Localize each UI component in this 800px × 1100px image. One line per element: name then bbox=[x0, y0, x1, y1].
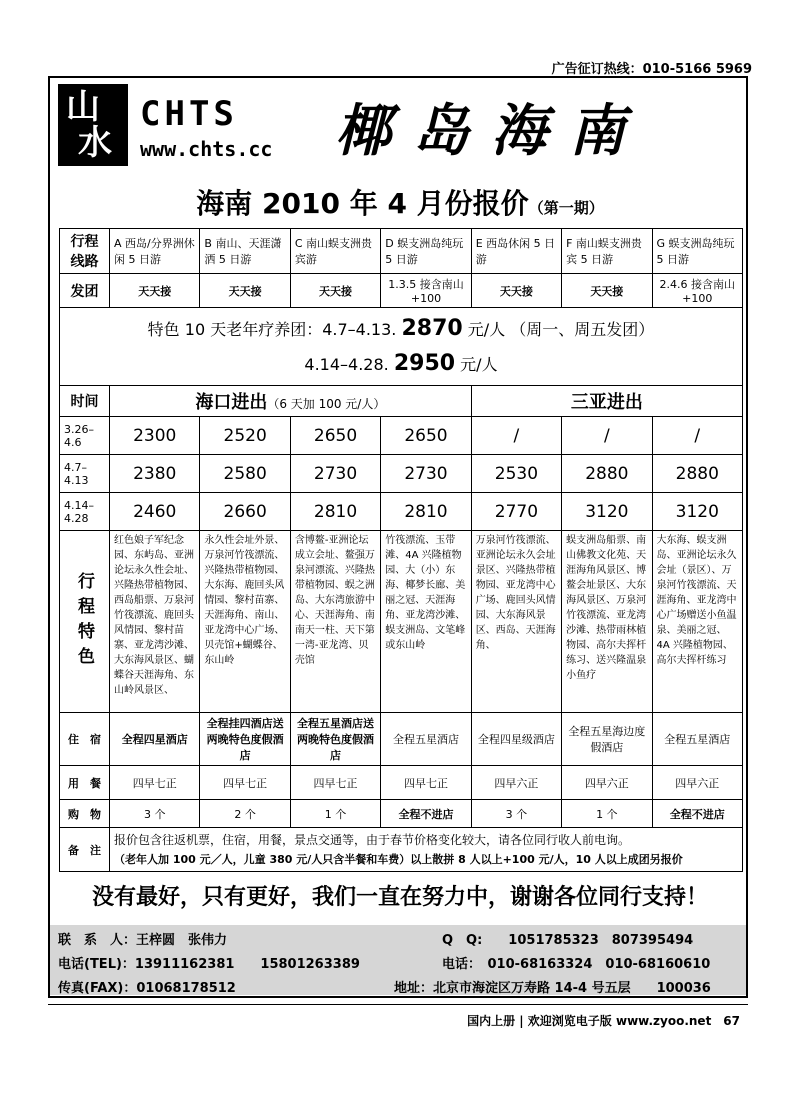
subtitle-issue: （第一期） bbox=[528, 199, 604, 217]
hotel-cell: 全程挂四酒店送两晚特色度假酒店 bbox=[200, 713, 290, 766]
price-cell: 2650 bbox=[290, 417, 380, 455]
shop-cell: 1 个 bbox=[290, 800, 380, 828]
meal-cell: 四早六正 bbox=[562, 766, 652, 800]
price-cell: 2580 bbox=[200, 455, 290, 493]
hotel-row bbox=[60, 713, 743, 766]
price-period: 4.14–4.28 bbox=[60, 493, 110, 531]
ad-hotline: 广告征订热线：010-5166 5969 bbox=[551, 62, 752, 77]
haikou-note: （6 天加 100 元/人） bbox=[267, 397, 386, 411]
feature-d: 竹筏漂流、玉带滩、4A 兴隆植物园、大（小）东海、椰梦长廊、美丽之冠、天涯海角、亚龙湾沙滩、蜈支洲岛、文笔峰或东山岭 bbox=[381, 531, 471, 713]
depart-b: 天天接 bbox=[200, 274, 290, 308]
depart-g: 2.4.6 接含南山+100 bbox=[652, 274, 742, 308]
subtitle-main: 海南 2010 年 4 月份报价 bbox=[196, 187, 529, 220]
meal-cell: 四早七正 bbox=[110, 766, 200, 800]
price-row bbox=[60, 455, 743, 493]
price-table bbox=[59, 228, 743, 872]
price-cell: / bbox=[471, 417, 561, 455]
price-cell: 2380 bbox=[110, 455, 200, 493]
feature-b: 永久性会址外景、万泉河竹筏漂流、兴隆热带植物园、大东海、鹿回头风情园、黎村苗寨、天涯海角、南山、亚龙湾中心广场、贝壳馆+蝴蝶谷、东山岭 bbox=[200, 531, 290, 713]
hotel-cell: 全程五星酒店 bbox=[652, 713, 742, 766]
special-line1-unit: 元/人 bbox=[467, 319, 506, 339]
meal-cell: 四早六正 bbox=[652, 766, 742, 800]
feature-c: 含博鳌-亚洲论坛成立会址、鳌强万泉河漂流、兴隆热带植物园、蜈之洲岛、大东湾旅游中心、天涯海角、南南天一柱、天下第一湾-亚龙湾、贝壳馆 bbox=[290, 531, 380, 713]
meal-cell: 四早七正 bbox=[290, 766, 380, 800]
depart-a: 天天接 bbox=[110, 274, 200, 308]
hotel-cell: 全程五星海边度假酒店 bbox=[562, 713, 652, 766]
price-period: 3.26–4.6 bbox=[60, 417, 110, 455]
feature-g: 大东海、蜈支洲岛、亚洲论坛永久会址（景区）、万泉河竹筏漂流、天涯海角、亚龙湾中心广场赠送小鱼温泉、美丽之冠、4A 兴隆植物园、高尔夫挥杆练习 bbox=[652, 531, 742, 713]
special-line1-prefix: 特色 10 天老年疗养团：4.7–4.13. bbox=[147, 319, 397, 339]
note-line-2: （老年人加 100 元／人，儿童 380 元/人只含半餐和车费）以上散拼 8 人以上+100 元/人，10 人以上成团另报价 bbox=[114, 852, 683, 866]
hotel-cell: 全程五星酒店 bbox=[381, 713, 471, 766]
price-cell: 2660 bbox=[200, 493, 290, 531]
brand-name: CHTS bbox=[140, 94, 238, 134]
shop-label: 购 物 bbox=[60, 800, 110, 828]
notes-row bbox=[60, 828, 743, 872]
meal-cell: 四早七正 bbox=[200, 766, 290, 800]
special-line1-note: （周一、周五发团） bbox=[510, 319, 655, 339]
feature-a: 红色娘子军纪念园、东屿岛、亚洲论坛永久性会址、兴隆热带植物园、西岛船票、万泉河竹筏漂流、鹿回头风情园、黎村苗寨、亚龙湾沙滩、大东海风景区、蝴蝶谷天涯海角、东山岭风景区、 bbox=[110, 531, 200, 713]
route-b: B 南山、天涯潇洒 5 日游 bbox=[200, 229, 290, 274]
contact-address: 地址：北京市海淀区万寿路 14-4 号五层 100036 bbox=[394, 981, 711, 996]
special-line1-price: 2870 bbox=[401, 315, 463, 341]
logo-char-top: 山 bbox=[66, 87, 100, 127]
shop-cell: 3 个 bbox=[471, 800, 561, 828]
time-label: 时间 bbox=[60, 386, 110, 417]
price-cell: 2880 bbox=[652, 455, 742, 493]
hotel-cell: 全程四星酒店 bbox=[110, 713, 200, 766]
depart-d: 1.3.5 接含南山+100 bbox=[381, 274, 471, 308]
price-cell: 3120 bbox=[562, 493, 652, 531]
depart-row bbox=[60, 274, 743, 308]
special-line2-prefix: 4.14–4.28. bbox=[304, 354, 389, 374]
price-cell: 2730 bbox=[290, 455, 380, 493]
meal-label: 用 餐 bbox=[60, 766, 110, 800]
price-cell: 2880 bbox=[562, 455, 652, 493]
depart-f: 天天接 bbox=[562, 274, 652, 308]
route-e: E 西岛休闲 5 日游 bbox=[471, 229, 561, 274]
features-row bbox=[60, 531, 743, 713]
haikou-header bbox=[110, 386, 472, 417]
shop-cell: 2 个 bbox=[200, 800, 290, 828]
price-row bbox=[60, 417, 743, 455]
hotel-label: 住 宿 bbox=[60, 713, 110, 766]
shop-cell: 全程不进店 bbox=[381, 800, 471, 828]
price-cell: / bbox=[652, 417, 742, 455]
meal-cell: 四早七正 bbox=[381, 766, 471, 800]
footer-divider bbox=[48, 1004, 748, 1005]
shopping-row bbox=[60, 800, 743, 828]
route-c: C 南山蜈支洲贵宾游 bbox=[290, 229, 380, 274]
price-cell: 2770 bbox=[471, 493, 561, 531]
special-line2-unit: 元/人 bbox=[460, 354, 498, 374]
shanshui-logo bbox=[58, 84, 128, 166]
price-cell: 2520 bbox=[200, 417, 290, 455]
shop-cell: 3 个 bbox=[110, 800, 200, 828]
sanya-header: 三亚进出 bbox=[471, 386, 742, 417]
price-period: 4.7–4.13 bbox=[60, 455, 110, 493]
slogan: 没有最好，只有更好，我们一直在努力中，谢谢各位同行支持！ bbox=[91, 885, 708, 910]
route-a: A 西岛/分界洲休闲 5 日游 bbox=[110, 229, 200, 274]
contact-fax: 传真(FAX)：01068178512 bbox=[58, 981, 236, 996]
price-cell: / bbox=[562, 417, 652, 455]
route-d: D 蜈支洲岛纯玩 5 日游 bbox=[381, 229, 471, 274]
price-cell: 3120 bbox=[652, 493, 742, 531]
routes-label: 行程线路 bbox=[60, 229, 110, 274]
depart-label: 发团 bbox=[60, 274, 110, 308]
price-cell: 2650 bbox=[381, 417, 471, 455]
price-cell: 2730 bbox=[381, 455, 471, 493]
route-g: G 蜈支洲岛纯玩 5 日游 bbox=[652, 229, 742, 274]
special-tour-row bbox=[60, 308, 743, 386]
route-f: F 南山蜈支洲贵宾 5 日游 bbox=[562, 229, 652, 274]
depart-e: 天天接 bbox=[471, 274, 561, 308]
features-label: 行程特色 bbox=[60, 531, 110, 713]
special-line-1 bbox=[64, 312, 738, 347]
price-cell: 2460 bbox=[110, 493, 200, 531]
hotel-cell: 全程五星酒店送两晚特色度假酒店 bbox=[290, 713, 380, 766]
price-cell: 2810 bbox=[381, 493, 471, 531]
price-subtitle bbox=[0, 186, 800, 226]
meal-row bbox=[60, 766, 743, 800]
entry-header-row bbox=[60, 386, 743, 417]
brand-url[interactable]: www.chts.cc bbox=[140, 137, 273, 161]
contact-bar bbox=[50, 925, 746, 995]
depart-c: 天天接 bbox=[290, 274, 380, 308]
note-line-1: 报价包含往返机票，住宿，用餐，景点交通等，由于春节价格变化较大，请各位同行收人前电询。 bbox=[114, 832, 631, 847]
haikou-label: 海口进出 bbox=[195, 392, 268, 413]
feature-f: 蜈支洲岛船票、南山佛教文化苑、天涯海角风景区、博鳌会址景区、大东海风景区、万泉河竹筏漂流、亚龙湾沙滩、热带雨林植物园、高尔夫挥杆练习、送兴隆温泉小鱼疗 bbox=[562, 531, 652, 713]
hotel-cell: 全程四星级酒店 bbox=[471, 713, 561, 766]
logo-char-bottom: 水 bbox=[78, 123, 112, 163]
shop-cell: 1 个 bbox=[562, 800, 652, 828]
notes-cell bbox=[110, 828, 743, 872]
contact-tel: 电话(TEL)：13911162381 15801263389 bbox=[58, 957, 360, 972]
price-row bbox=[60, 493, 743, 531]
contact-tel2: 电话： 010-68163324 010-68160610 bbox=[442, 957, 711, 972]
price-cell: 2810 bbox=[290, 493, 380, 531]
price-cell: 2300 bbox=[110, 417, 200, 455]
routes-row bbox=[60, 229, 743, 274]
contact-person: 联 系 人：王梓圆 张伟力 bbox=[58, 933, 228, 948]
meal-cell: 四早六正 bbox=[471, 766, 561, 800]
feature-e: 万泉河竹筏漂流、亚洲论坛永久会址景区、兴隆热带植物园、亚龙湾中心广场、鹿回头风情园、大东海风景区、西岛、天涯海角、 bbox=[471, 531, 561, 713]
page-footer: 国内上册 | 欢迎浏览电子版 www.zyoo.net 67 bbox=[467, 1014, 740, 1028]
price-cell: 2530 bbox=[471, 455, 561, 493]
shop-cell: 全程不进店 bbox=[652, 800, 742, 828]
main-title: 椰岛海南 bbox=[335, 98, 647, 164]
note-label: 备 注 bbox=[60, 828, 110, 872]
special-tour bbox=[60, 308, 743, 386]
contact-qq: Q Q: 1051785323 807395494 bbox=[442, 933, 694, 948]
special-line2-price: 2950 bbox=[393, 350, 456, 376]
special-line-2 bbox=[64, 347, 738, 382]
